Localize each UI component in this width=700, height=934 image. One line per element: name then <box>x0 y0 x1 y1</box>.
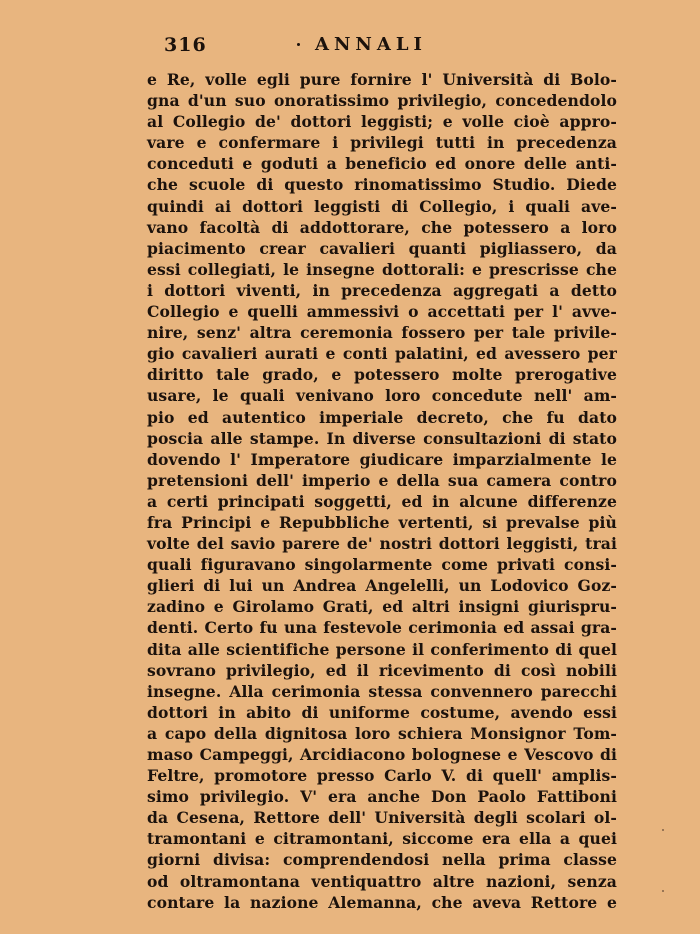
text-line: e Re, volle egli pure fornire l' Università di Bolo- <box>147 70 617 89</box>
text-line: Feltre, promotore presso Carlo V. di quell' amplis- <box>147 766 617 786</box>
text-line: nire, senz' altra ceremonia fossero per tale privile- <box>147 323 617 343</box>
text-line: che scuole di questo rinomatissimo Studio. Diede <box>147 175 617 195</box>
margin-speck <box>662 829 664 831</box>
text-line: conceduti e goduti a beneficio ed onore delle anti- <box>147 154 617 174</box>
text-line: pio ed autentico imperiale decreto, che fu dato <box>147 407 617 427</box>
text-line: simo privilegio. V' era anche Don Paolo Fattiboni <box>147 787 617 807</box>
text-line: a capo della dignitosa loro schiera Monsignor Tom- <box>147 723 617 743</box>
text-line: denti. Certo fu una festevole cerimonia ed assai gra- <box>147 618 617 638</box>
text-line: pretensioni dell' imperio e della sua camera contro <box>147 470 617 490</box>
text-line: insegne. Alla cerimonia stessa convennero parecchi <box>147 681 617 701</box>
text-line: tramontani e citramontani, siccome era ella a quei <box>147 829 617 849</box>
text-line: dovendo l' Imperatore giudicare imparzialmente le <box>147 449 617 469</box>
text-line: da Cesena, Rettore dell' Università degli scolari ol- <box>147 808 617 828</box>
text-line: zadino e Girolamo Grati, ed altri insigni giurispru- <box>147 597 617 617</box>
text-line: quali figuravano singolarmente come privati consi- <box>147 555 617 575</box>
text-line: diritto tale grado, e potessero molte prerogative <box>147 365 617 385</box>
header-dot <box>297 43 300 46</box>
text-line: glieri di lui un Andrea Angelelli, un Lodovico Goz- <box>147 576 617 596</box>
page-number: 316 <box>164 34 207 56</box>
text-line: volte del savio parere de' nostri dottori leggisti, trai <box>147 534 617 554</box>
text-line: i dottori viventi, in precedenza aggregati a detto <box>147 280 617 300</box>
running-title: ANNALI <box>315 34 427 55</box>
text-line: usare, le quali venivano loro concedute nell' am- <box>147 386 617 406</box>
text-line: al Collegio de' dottori leggisti; e volle cioè appro- <box>147 112 617 132</box>
text-line: essi collegiati, le insegne dottorali: e prescrisse che <box>147 259 617 279</box>
text-line: maso Campeggi, Arcidiacono bolognese e Vescovo di <box>147 745 617 764</box>
text-line: a certi principati soggetti, ed in alcune differenze <box>147 491 617 511</box>
text-line: gna d'un suo onoratissimo privilegio, concedendolo <box>147 91 617 111</box>
text-line: piacimento crear cavalieri quanti pigliassero, da <box>147 238 617 258</box>
text-line: Collegio e quelli ammessivi o accettati per l' avve- <box>147 302 617 322</box>
text-line: poscia alle stampe. In diverse consultazioni di stato <box>147 428 617 448</box>
body-text <box>147 69 617 913</box>
text-line: giorni divisa: comprendendosi nella prima classe <box>147 850 617 870</box>
text-line: vare e confermare i privilegi tutti in precedenza <box>147 133 617 153</box>
text-line: sovrano privilegio, ed il ricevimento di così nobili <box>147 660 617 680</box>
text-line: dottori in abito di uniforme costume, avendo essi <box>147 702 617 722</box>
text-line: vano facoltà di addottorare, che potessero a loro <box>147 217 617 237</box>
text-line: contare la nazione Alemanna, che aveva Rettore e <box>147 892 617 912</box>
text-line: od oltramontana ventiquattro altre nazioni, senza <box>147 871 617 891</box>
margin-speck <box>662 890 664 892</box>
text-line: gio cavalieri aurati e conti palatini, ed avessero per <box>147 344 617 364</box>
page-header <box>147 34 617 60</box>
text-line: quindi ai dottori leggisti di Collegio, i quali ave- <box>147 196 617 216</box>
text-line: dita alle scientifiche persone il conferimento di quel <box>147 639 617 659</box>
text-line: fra Principi e Repubbliche vertenti, si prevalse più <box>147 512 617 532</box>
